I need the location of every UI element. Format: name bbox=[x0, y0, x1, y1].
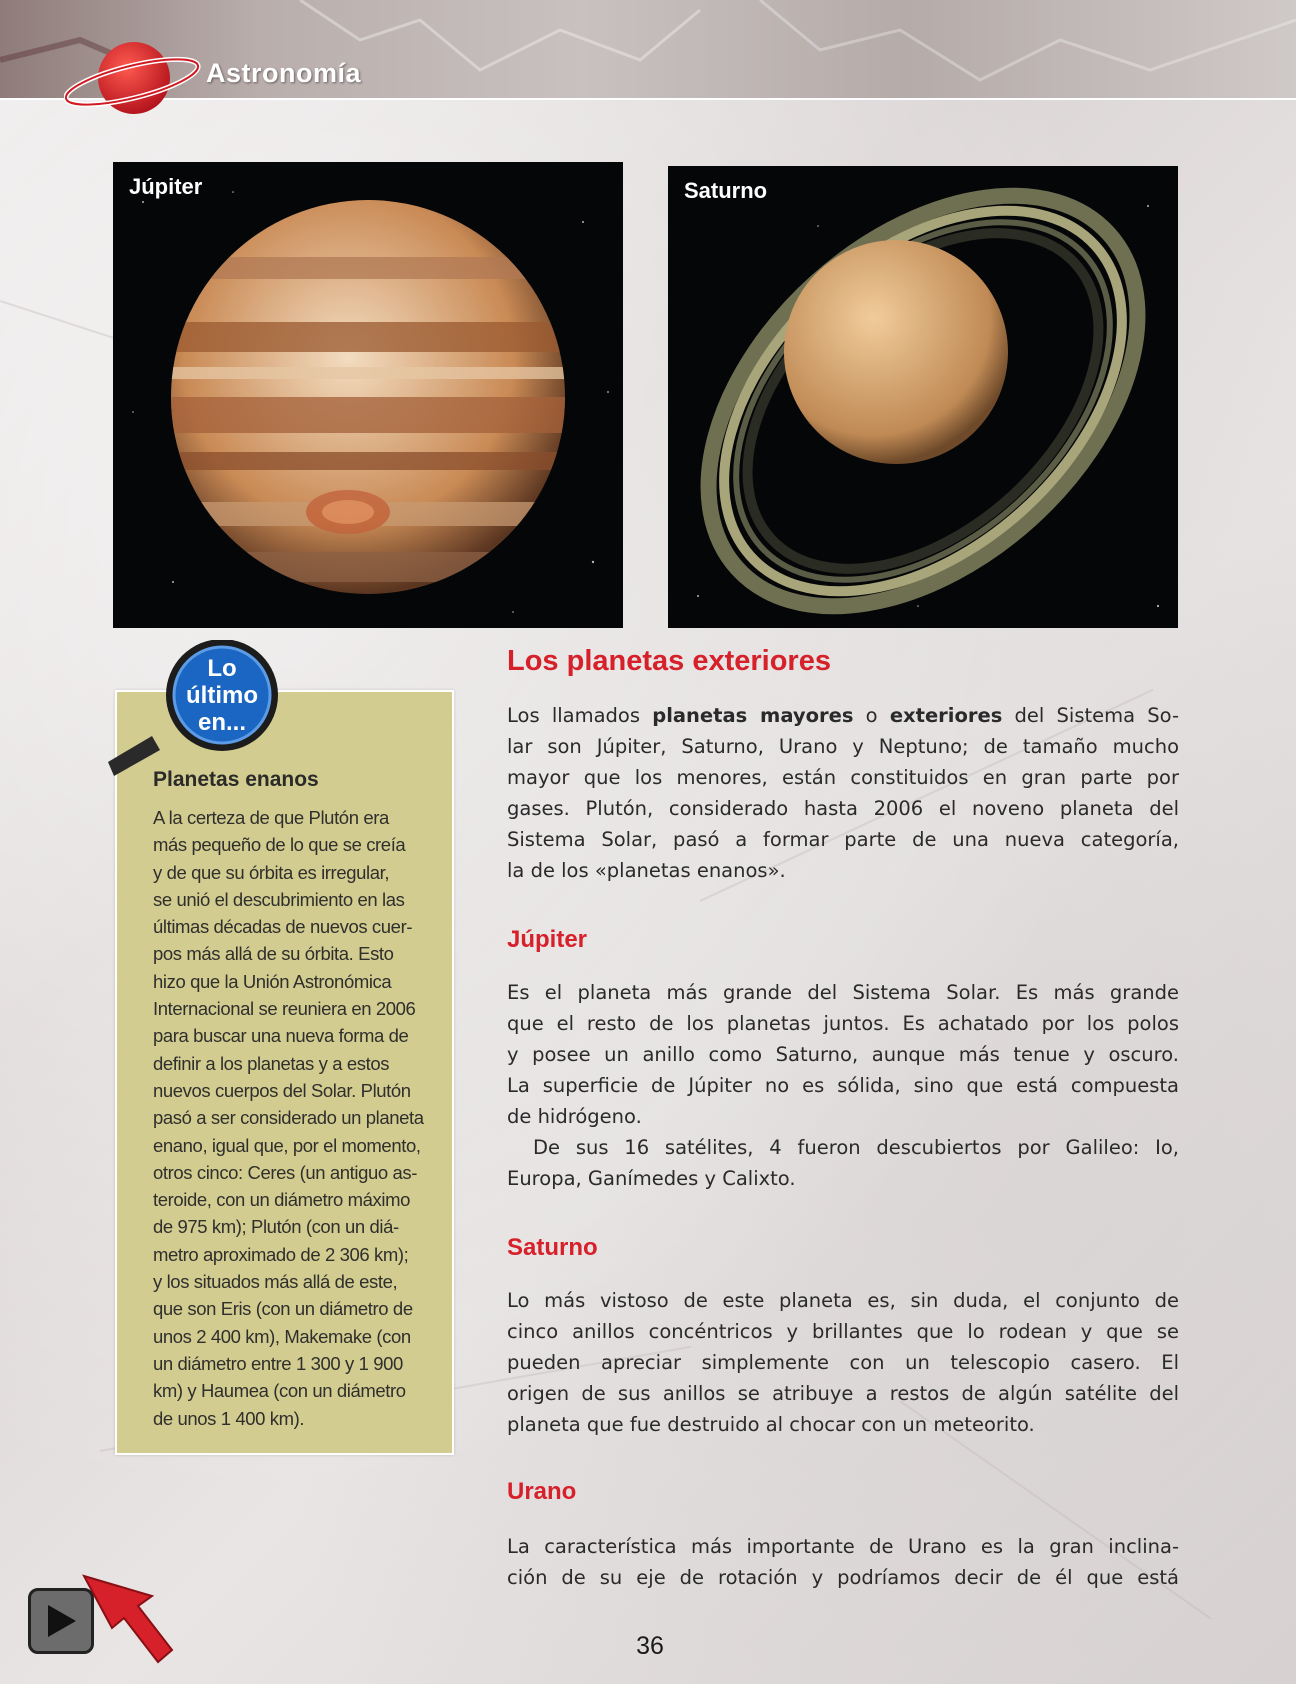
badge-text bbox=[166, 655, 278, 736]
badge-line: Lo bbox=[207, 655, 237, 682]
saturn-line: pueden apreciar simplemente con un telescopio casero. El bbox=[507, 1351, 1179, 1374]
badge-line: en... bbox=[197, 709, 246, 736]
sidebar-line: teroide, con un diámetro máximo bbox=[153, 1189, 411, 1211]
sidebar-line: nuevos cuerpos del Solar. Plutón bbox=[153, 1079, 411, 1101]
uranus-line: ción de su eje de rotación y podríamos decir de él que está bbox=[507, 1566, 1179, 1589]
intro-paragraph bbox=[507, 700, 1179, 886]
sidebar-line: para buscar una nueva forma de bbox=[153, 1025, 409, 1047]
planet-logo-icon bbox=[64, 36, 204, 126]
saturn-line: planeta que fue destruido al chocar con un meteorito. bbox=[507, 1413, 1035, 1436]
sidebar-line: hizo que la Unión Astronómica bbox=[153, 970, 392, 992]
intro-line: mayor que los menores, están constituidos en gran parte por bbox=[507, 766, 1179, 789]
saturn-photo bbox=[668, 166, 1178, 628]
section-title: Astronomía bbox=[206, 58, 362, 88]
jupiter-line: que el resto de los planetas juntos. Es achatado por los polos bbox=[507, 1012, 1179, 1035]
uranus-line: La característica más importante de Urano es la gran inclina- bbox=[507, 1535, 1179, 1558]
uranus-heading: Urano bbox=[507, 1478, 577, 1505]
sidebar-line: y de que su órbita es irregular, bbox=[153, 861, 390, 883]
jupiter-line: Europa, Ganímedes y Calixto. bbox=[507, 1167, 796, 1190]
uranus-paragraph bbox=[507, 1531, 1179, 1593]
intro-line: Sistema Solar, pasó a formar parte de una nueva categoría, bbox=[507, 828, 1179, 851]
jupiter-photo bbox=[113, 162, 623, 628]
play-icon bbox=[45, 1603, 79, 1639]
sidebar-line: últimas décadas de nuevos cuer- bbox=[153, 916, 413, 938]
saturn-line: cinco anillos concéntricos y brillantes que lo rodean y que se bbox=[507, 1320, 1179, 1343]
jupiter-line: y posee un anillo como Saturno, aunque más tenue y oscuro. bbox=[507, 1043, 1179, 1066]
main-title: Los planetas exteriores bbox=[507, 645, 831, 677]
sidebar-line: pasó a ser considerado un planeta bbox=[153, 1107, 424, 1129]
jupiter-heading: Júpiter bbox=[507, 926, 588, 953]
saturn-heading: Saturno bbox=[507, 1234, 598, 1261]
sidebar-line: definir a los planetas y a estos bbox=[153, 1052, 390, 1074]
sidebar-line: otros cinco: Ceres (un antiguo as- bbox=[153, 1161, 418, 1183]
sidebar-line: A la certeza de que Plutón era bbox=[153, 807, 389, 828]
saturn-line: Lo más vistoso de este planeta es, sin duda, el conjunto de bbox=[507, 1289, 1179, 1312]
jupiter-illustration bbox=[113, 162, 623, 628]
red-arrow-icon[interactable] bbox=[80, 1566, 180, 1666]
sidebar-line: unos 2 400 km), Makemake (con bbox=[153, 1325, 411, 1347]
sidebar-line: de unos 1 400 km). bbox=[153, 1407, 305, 1429]
sidebar-line: pos más allá de su órbita. Esto bbox=[153, 943, 394, 965]
sidebar-line: metro aproximado de 2 306 km); bbox=[153, 1243, 409, 1265]
jupiter-line: La superficie de Júpiter no es sólida, sino que está compuesta bbox=[507, 1074, 1179, 1097]
sidebar-line: enano, igual que, por el momento, bbox=[153, 1134, 421, 1156]
page-number: 36 bbox=[636, 1632, 664, 1660]
sidebar-body bbox=[153, 804, 438, 1432]
saturn-illustration bbox=[668, 166, 1178, 628]
intro-line: la de los «planetas enanos». bbox=[507, 859, 786, 882]
sidebar-line: de 975 km); Plutón (con un diá- bbox=[153, 1216, 399, 1238]
sidebar-line: y los situados más allá de este, bbox=[153, 1271, 398, 1293]
saturn-label: Saturno bbox=[684, 178, 768, 203]
sidebar-line: más pequeño de lo que se creía bbox=[153, 834, 406, 856]
jupiter-paragraph bbox=[507, 977, 1179, 1194]
sidebar-line: se unió el descubrimiento en las bbox=[153, 888, 405, 910]
sidebar-line: km) y Haumea (con un diámetro bbox=[153, 1380, 406, 1402]
intro-line: Los llamados planetas mayores o exteriores del Sistema So- bbox=[507, 704, 1179, 727]
saturn-line: origen de sus anillos se atribuye a restos de algún satélite del bbox=[507, 1382, 1179, 1405]
sidebar-line: que son Eris (con un diámetro de bbox=[153, 1298, 413, 1320]
jupiter-line: De sus 16 satélites, 4 fueron descubiertos por Galileo: Io, bbox=[533, 1136, 1179, 1159]
sidebar-line: un diámetro entre 1 300 y 1 900 bbox=[153, 1352, 403, 1374]
jupiter-line: de hidrógeno. bbox=[507, 1105, 642, 1128]
sidebar-line: Internacional se reuniera en 2006 bbox=[153, 998, 416, 1020]
badge-line: último bbox=[186, 682, 258, 709]
intro-line: lar son Júpiter, Saturno, Urano y Neptuno; de tamaño mucho bbox=[507, 735, 1179, 758]
saturn-paragraph bbox=[507, 1285, 1179, 1440]
jupiter-line: Es el planeta más grande del Sistema Solar. Es más grande bbox=[507, 981, 1179, 1004]
sidebar-title: Planetas enanos bbox=[153, 768, 319, 791]
jupiter-label: Júpiter bbox=[129, 174, 203, 199]
intro-line: gases. Plutón, considerado hasta 2006 el noveno planeta del bbox=[507, 797, 1179, 820]
